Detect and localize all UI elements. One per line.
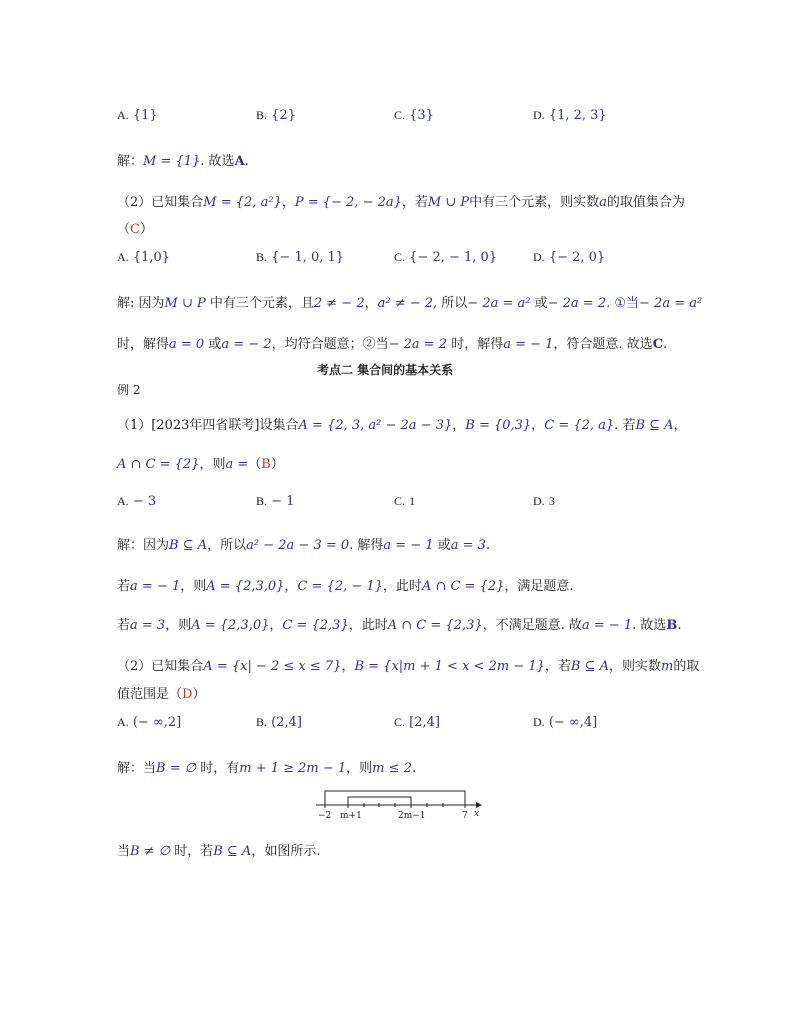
math-expr: A = {2, 3, a² − 2a − 3} [298,418,453,433]
q4-stem-line1 [117,655,699,674]
option-value: − 3 [132,494,157,509]
math-expr: B = ∅ [156,761,197,776]
label-m-plus-1: m+1 [340,811,362,821]
math-expr: B ⊆ A [570,659,609,674]
label-7: 7 [462,811,468,821]
math-expr: a = 0 [169,337,205,352]
option-value: − 1 [271,494,295,509]
q3-option-a [117,494,156,509]
solution-text: . [677,618,682,633]
solution-text: 中有三个元素，且 [205,296,314,311]
solution-choice: C [652,337,664,352]
answer-bracket: （ [117,222,131,237]
math-expr: a = [225,457,249,472]
solution-text: ，不满足题意. 故 [482,618,582,633]
math-expr: a = − 1 [130,579,181,594]
question-text: 已知集合 [151,195,204,210]
math-expr: B ⊆ A [213,844,252,859]
answer-letter: B [261,457,271,472]
math-expr: A = {2,3,0} [206,579,285,594]
math-expr: a² ≠ − 2 [377,296,434,311]
question-text: ， [281,195,295,210]
solution-text: ，符合题意. 故选 [553,337,653,352]
solution-text: ，均符合题意；②当 [271,337,389,352]
q2-option-b [256,250,344,265]
option-label: B. [256,108,268,122]
solution-text: 时，解得 [447,337,504,352]
solution-text: ，则 [180,579,207,594]
option-value: {− 1, 0, 1} [271,250,345,265]
q1-option-a [117,108,158,123]
math-expr: B = {0,3} [465,418,532,433]
solution-text: ，则 [346,761,373,776]
q2-answer [117,218,153,237]
solution-text: 时，若 [170,844,214,859]
math-expr: A = {x| − 2 ≤ x ≤ 7} [203,659,342,674]
math-expr: B ≠ ∅ [130,844,171,859]
math-expr: B ⊆ A [635,418,674,433]
question-number: （2） [117,195,152,210]
solution-text: ，此时 [382,579,422,594]
solution-text: . [411,761,417,776]
solution-text: 或 [433,538,451,553]
solution-text: ，则 [165,618,192,633]
option-label: A. [117,250,129,264]
q3-option-d [533,494,555,509]
math-expr: A ∩ C = {2} [117,457,200,472]
math-expr: m + 1 ≥ 2m − 1 [239,761,347,776]
math-expr: − 2a = a² [467,296,531,311]
option-value: (− ∞,4] [548,715,598,730]
question-source: [2023年四省联考] [151,418,260,433]
solution-text: 时，解得 [117,337,170,352]
q2-option-d [533,250,605,265]
option-label: C. [394,715,406,729]
solution-choice: A [234,154,245,169]
option-label: B. [256,715,268,729]
option-label: C. [394,108,406,122]
math-expr: a = − 2 [221,337,272,352]
math-expr: a = − 1 [581,618,633,633]
solution-math: M = {1} [143,154,201,169]
solution-text: 时，有 [196,761,240,776]
answer-letter: C [130,222,140,237]
question-text: ， [452,418,466,433]
math-expr: a = − 1 [503,337,554,352]
q3-solution-line1 [117,534,490,553]
solution-prefix: 解： [117,154,144,169]
solution-choice: B [666,618,678,633]
option-label: D. [533,250,545,264]
math-expr: A ∩ C = {2} [421,579,505,594]
math-expr: M ∪ P [164,296,206,311]
solution-text: ， [364,296,378,311]
option-value: 3 [548,494,555,508]
question-text: ， [673,418,687,433]
q3-stem-line2 [117,453,284,472]
question-text: ，则 [199,457,226,472]
solution-text: ， [284,579,298,594]
math-expr: a = 3 [130,618,166,633]
math-expr: a [599,195,607,210]
q1-option-c [394,108,434,123]
math-expr: a² − 2a − 3 = 0 [246,538,350,553]
answer-bracket: （ [248,457,262,472]
solution-text: 解：因为 [117,538,170,553]
q2-solution-line2 [117,333,667,352]
option-label: D. [533,715,545,729]
label-neg2: −2 [318,811,332,821]
q4-option-b [256,715,302,730]
q2-solution-line1 [117,292,702,311]
option-value: 1 [409,494,416,508]
q3-option-c [394,494,415,509]
math-expr: M = {2, a²} [203,195,282,210]
solution-text: ，满足题意. [504,579,574,594]
solution-text: . 解得 [349,538,384,553]
question-text: 中有三个元素，则实数 [469,195,600,210]
solution-text: , 所以 [433,296,468,311]
q1-solution [117,150,249,169]
math-expr: M ∪ P [427,195,470,210]
label-2m-minus-1: 2m−1 [398,811,426,821]
option-value: {1, 2, 3} [548,108,607,123]
q3-option-b [256,494,294,509]
solution-text: . 故选 [200,154,235,169]
question-number: （1） [117,418,152,433]
question-text: 的取 [673,659,700,674]
axis-arrow [476,802,482,808]
option-value: [2,4] [409,715,440,730]
math-expr: m [661,659,674,674]
solution-text: 解：当 [117,761,157,776]
answer-bracket: ） [192,687,206,702]
question-text: 设集合 [259,418,299,433]
answer-bracket: （ [169,687,183,702]
option-value: (− ∞,2] [132,715,182,730]
solution-text: 或 [530,296,548,311]
option-label: A. [117,494,129,508]
question-number: （2） [117,659,152,674]
option-value: {− 2, − 1, 0} [409,250,498,265]
question-text: ，若 [544,659,571,674]
solution-text: . 故选 [632,618,667,633]
option-value: {3} [409,108,434,123]
q4-option-c [394,715,440,730]
option-value: (2,4] [271,715,302,730]
option-label: C. [394,494,406,508]
q4-option-d [533,715,597,730]
q3-stem-line1 [117,414,687,433]
option-value: {1} [132,108,158,123]
option-label: A. [117,715,129,729]
q4-solution-line1 [117,757,416,776]
solution-text: 若 [117,618,131,633]
math-expr: m ≤ 2 [372,761,412,776]
question-text: 已知集合 [151,659,204,674]
option-label: B. [256,250,268,264]
math-expr: − 2a = a² [639,296,703,311]
q4-solution-line2 [117,840,320,859]
math-expr: a = 3 [450,538,486,553]
math-expr: A = {2,3,0} [191,618,270,633]
set-a-box [325,791,465,805]
math-expr: C = {2, a} [544,418,615,433]
solution-text: 解: 因为 [117,296,165,311]
option-label: D. [533,494,545,508]
option-value: {1,0} [132,250,171,265]
math-expr: C = {2,3} [282,618,349,633]
question-text: . 若 [614,418,636,433]
math-expr: − 2a = 2 [388,337,448,352]
answer-bracket: ） [270,457,284,472]
math-expr: P = {− 2, − 2a} [294,195,402,210]
option-label: D. [533,108,545,122]
solution-text: ， [269,618,283,633]
question-text: ，若 [401,195,428,210]
label-x: x [474,809,480,819]
solution-text: ，所以 [207,538,247,553]
solution-text: ，此时 [348,618,388,633]
answer-bracket: ） [139,222,153,237]
math-expr: C = {2, − 1} [297,579,383,594]
q2-option-a [117,250,170,265]
example-label: 例 2 [117,383,141,397]
question-text: 的取值集合为 [606,195,685,210]
math-expr: B = {x|m + 1 < x < 2m − 1} [354,659,545,674]
option-label: C. [394,250,406,264]
number-line-diagram [312,789,482,821]
math-expr: A ∩ C = {2,3} [387,618,483,633]
math-expr: 2 ≠ − 2 [313,296,365,311]
solution-text: 当 [117,844,131,859]
q1-option-d [533,108,607,123]
q4-option-a [117,715,181,730]
solution-dot: . [244,154,249,169]
q3-solution-line3 [117,614,682,633]
solution-text: . [663,337,668,352]
solution-text: 若 [117,579,131,594]
q4-stem-line2 [117,683,205,702]
solution-text: . [485,538,491,553]
q3-solution-line2 [117,575,574,594]
option-value: {2} [271,108,296,123]
math-expr: B ⊆ A [169,538,208,553]
option-value: {− 2, 0} [548,250,606,265]
question-text: 值范围是 [117,687,170,702]
option-label: B. [256,494,268,508]
math-expr: a = − 1 [383,538,434,553]
option-label: A. [117,108,129,122]
q1-option-b [256,108,296,123]
question-text: ， [341,659,355,674]
q2-stem-line1 [117,191,685,210]
solution-text: . ①当 [606,296,640,311]
solution-text: ，如图所示. [251,844,321,859]
solution-text: 或 [204,337,222,352]
math-expr: − 2a = 2 [547,296,607,311]
answer-letter: D [182,687,193,702]
question-text: ，则实数 [609,659,662,674]
section-title: 考点二 集合间的基本关系 [317,363,454,377]
question-text: ， [531,418,545,433]
q2-option-c [394,250,497,265]
